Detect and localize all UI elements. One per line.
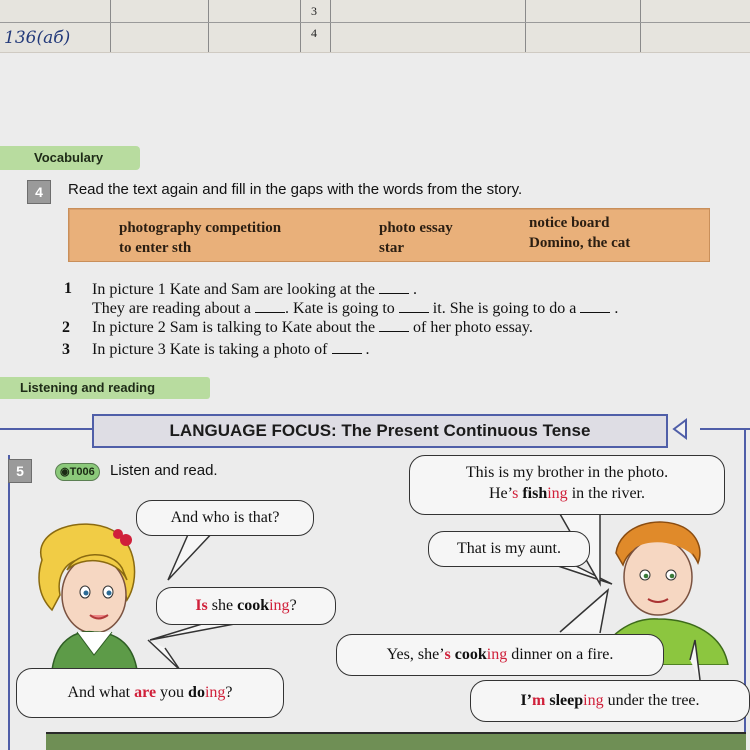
table-divider bbox=[640, 0, 641, 52]
table-divider bbox=[208, 0, 209, 52]
top-table bbox=[0, 0, 750, 53]
speech-bubble-is-cooking: Is she cooking? bbox=[156, 587, 336, 625]
language-focus-title: LANGUAGE FOCUS: The Present Continuous Tense bbox=[169, 421, 591, 440]
word-box-item: star bbox=[379, 240, 404, 256]
word-box-item: photography competition bbox=[119, 220, 282, 236]
scene-illustration-strip bbox=[46, 732, 746, 750]
exercise-instruction: Listen and read. bbox=[110, 462, 218, 479]
frame-line bbox=[700, 428, 750, 430]
sentence-text: of her photo essay. bbox=[413, 319, 533, 336]
language-focus-box bbox=[92, 414, 668, 448]
exercise-number: 4 bbox=[27, 180, 51, 204]
sentence bbox=[92, 341, 370, 359]
listening-section-tab bbox=[0, 377, 210, 399]
bubble-line: This is my brother in the photo. bbox=[465, 464, 669, 481]
table-number: 4 bbox=[311, 26, 317, 40]
answer-gap[interactable] bbox=[255, 300, 285, 313]
audio-track-badge[interactable] bbox=[55, 463, 100, 481]
sentence-text: In picture 1 Kate and Sam are looking at the bbox=[92, 281, 376, 298]
sentence-text: They are reading about a bbox=[92, 300, 252, 317]
sentence-text: In picture 3 Kate is taking a photo of bbox=[92, 341, 328, 358]
word-box-item: to enter sth bbox=[119, 240, 192, 256]
sentence-text: . bbox=[413, 281, 418, 298]
word-box bbox=[68, 208, 710, 262]
exercise-instruction: Read the text again and fill in the gaps with the words from the story. bbox=[68, 181, 523, 198]
speech-bubble-who: And who is that? bbox=[136, 500, 314, 536]
listening-label: Listening and reading bbox=[20, 380, 156, 395]
speech-bubble-what-doing: And what are you doing? bbox=[16, 668, 284, 718]
audio-track-label: T006 bbox=[69, 466, 95, 478]
word-box-item: notice board bbox=[529, 215, 610, 231]
sentence-text: . bbox=[365, 341, 370, 358]
table-rule bbox=[0, 22, 750, 23]
table-divider bbox=[330, 0, 331, 52]
table-divider bbox=[525, 0, 526, 52]
sentence bbox=[92, 319, 533, 337]
table-divider bbox=[300, 0, 301, 52]
sentence-text: . bbox=[614, 300, 619, 317]
speech-bubble-yes-cooking: Yes, she’s cooking dinner on a fire. bbox=[336, 634, 664, 676]
sentence-number: 2 bbox=[62, 319, 70, 336]
word-box-item: Domino, the cat bbox=[529, 235, 631, 251]
answer-gap[interactable] bbox=[399, 300, 429, 313]
frame-line bbox=[0, 428, 92, 430]
sentence-number: 1 bbox=[64, 280, 72, 297]
exercise-number: 5 bbox=[8, 459, 32, 483]
handwritten-note: 136(aб) bbox=[4, 28, 71, 48]
audio-icon: ◉ bbox=[60, 466, 70, 478]
sentence-text: . Kate is going to bbox=[285, 300, 395, 317]
vocabulary-section-tab bbox=[0, 146, 140, 170]
bubble-line: He’s fishing in the river. bbox=[488, 485, 645, 502]
arrow-left-icon bbox=[672, 418, 702, 440]
word-box-item: photo essay bbox=[379, 220, 453, 236]
sentence bbox=[92, 300, 618, 318]
sentence-number: 3 bbox=[62, 341, 70, 358]
speech-bubble-brother bbox=[409, 455, 725, 515]
speech-bubble-sleeping: I’m sleeping under the tree. bbox=[470, 680, 750, 722]
speech-bubble-aunt: That is my aunt. bbox=[428, 531, 590, 567]
vocabulary-label: Vocabulary bbox=[34, 150, 104, 165]
sentence bbox=[92, 281, 417, 299]
answer-gap[interactable] bbox=[580, 300, 610, 313]
answer-gap[interactable] bbox=[379, 281, 409, 294]
answer-gap[interactable] bbox=[332, 341, 362, 354]
sentence-text: it. She is going to do a bbox=[432, 300, 577, 317]
answer-gap[interactable] bbox=[379, 319, 409, 332]
table-divider bbox=[110, 0, 111, 52]
table-number: 3 bbox=[311, 4, 317, 18]
sentence-text: In picture 2 Sam is talking to Kate about the bbox=[92, 319, 376, 336]
